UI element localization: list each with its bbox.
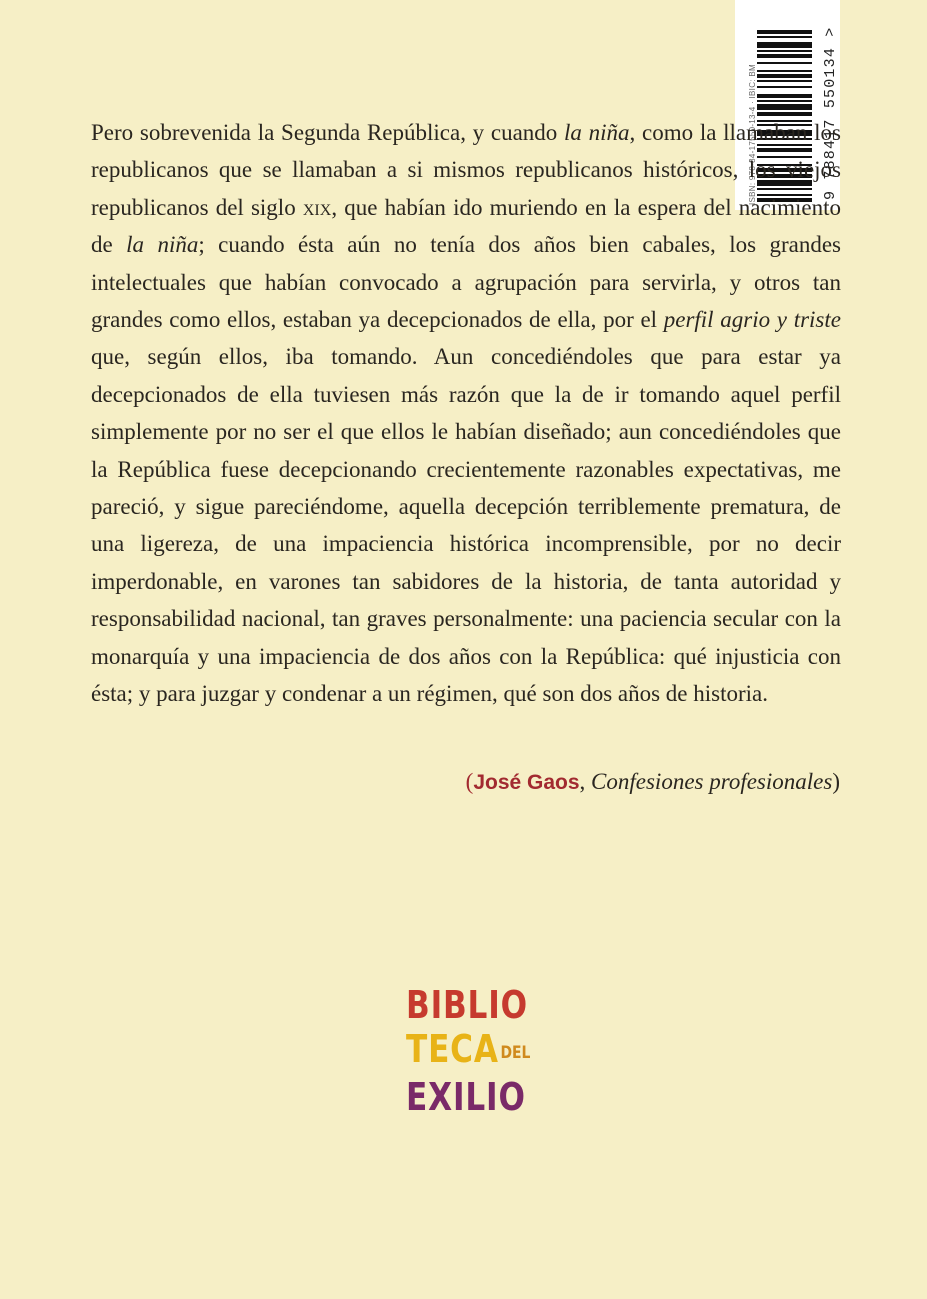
- logo-line-3: EXILIO: [406, 1075, 526, 1119]
- logo-line-2-main: TECA: [406, 1027, 499, 1071]
- italic-run: la niña: [126, 232, 199, 258]
- citation: [466, 769, 840, 795]
- barcode-bar: [757, 30, 812, 34]
- barcode-bar: [757, 94, 812, 98]
- text-run: Pero sobrevenida la Segunda República, y cuando: [91, 120, 565, 145]
- text-run: , que habían ido muriendo en la espera del nacimiento de: [91, 194, 841, 258]
- text-run: , como la llamaban los republicanos que se llamaban a si mismos republicanos históricos, los viejos republicanos del siglo: [91, 120, 841, 220]
- barcode-bar: [757, 100, 812, 102]
- italic-run: perfil agrio y triste: [663, 307, 841, 333]
- smallcaps-run: xix: [302, 194, 332, 220]
- barcode-bar: [757, 74, 812, 78]
- barcode-bar: [757, 70, 812, 72]
- quote-text: [91, 114, 841, 713]
- text-run: ; cuando ésta aún no tenía dos años bien cabales, los grandes intelectuales que habían convocado a agrupación para servirla, y otros tan grandes como ellos, estaban ya decepcionados de ella, por el: [91, 232, 841, 333]
- citation-separator: ,: [579, 769, 592, 794]
- barcode-bar: [757, 42, 812, 48]
- logo-line-2-small: DEL: [500, 1043, 531, 1063]
- barcode-bar: [757, 50, 812, 52]
- barcode-bar: [757, 104, 812, 110]
- italic-run: la niña: [564, 120, 630, 145]
- quote-paragraph: [91, 114, 841, 713]
- barcode-bar: [757, 80, 812, 82]
- text-run: que, según ellos, iba tomando. Aun concediéndoles que para estar ya decepcionados de ella tuviesen más razón que la de ir tomando aquel perfil simplemente por no ser el que ellos le habían diseñado; aun concediéndoles que la República fuese decepcionando crecientemente razonables expectativas, me pareció, y sigue pareciéndome, aquella decepción terriblemente prematura, de una ligereza, de una impaciencia histórica incomprensible, por no decir imperdonable, en varones tan sabidores de la historia, de tanta autoridad y responsabilidad nacional, tan graves personalmente: una paciencia secular con la monarquía y una impaciencia de dos años con la República: qué injusticia con ésta; y para juzgar y condenar a un régimen, qué son dos años de historia.: [91, 344, 841, 707]
- barcode-bar: [757, 36, 812, 38]
- citation-open: (: [465, 769, 474, 794]
- isbn-text: ISBN: 978-84-17550-13-4 · IBIC: BM: [748, 64, 757, 205]
- barcode-bar: [757, 54, 812, 58]
- barcode-bar: [757, 62, 812, 64]
- barcode-number: 9 788417 550134: [822, 46, 839, 200]
- citation-close: ): [832, 769, 840, 794]
- logo-line-2: [406, 1027, 530, 1075]
- barcode-bar: [757, 86, 812, 88]
- barcode-arrow: >: [822, 26, 839, 37]
- publisher-logo: [406, 983, 530, 1119]
- logo-line-1: BIBLIO: [406, 983, 528, 1027]
- citation-author: José Gaos: [473, 771, 580, 794]
- citation-work: Confesiones profesionales: [591, 769, 833, 794]
